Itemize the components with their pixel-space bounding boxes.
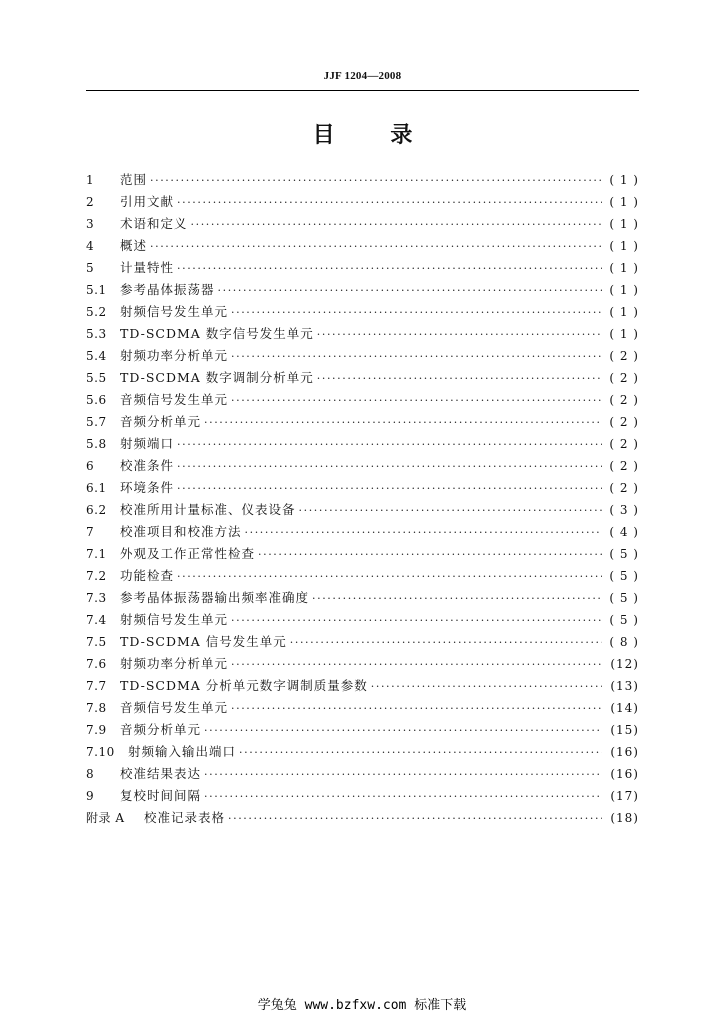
toc-entry-label: 射频信号发生单元 [120,304,229,319]
toc-dot-leader [177,192,602,213]
toc-entry-label: 复校时间间隔 [120,788,202,803]
toc-entry[interactable] [86,433,639,455]
toc-dot-leader [204,786,602,807]
toc-dot-leader [245,522,602,543]
toc-dot-leader [317,324,602,345]
toc-entry-number: 7.4 [86,613,107,627]
toc-entry[interactable] [86,609,639,631]
footer-watermark-text: 学兔兔 www.bzfxw.com 标准下载 [257,998,467,1013]
toc-dot-leader [150,170,602,191]
toc-entry-number: 7.1 [86,547,107,561]
toc-entry-page: (13) [610,679,639,693]
toc-dot-leader [231,346,602,367]
toc-entry-page: ( 1 ) [609,261,639,275]
toc-dot-leader [177,456,602,477]
toc-entry-page: ( 5 ) [609,569,639,583]
toc-entry-number: 3 [86,217,95,231]
toc-entry-page: ( 1 ) [609,173,639,187]
toc-entry[interactable] [86,499,639,521]
toc-entry-label: 校准记录表格 [144,810,226,825]
toc-entry-number: 5.6 [86,393,107,407]
toc-entry-page: ( 2 ) [609,415,639,429]
toc-entry-label: 射频功率分析单元 [120,348,229,363]
toc-entry[interactable] [86,389,639,411]
toc-entry[interactable] [86,631,639,653]
toc-entry-page: ( 1 ) [609,305,639,319]
toc-entry[interactable] [86,301,639,323]
toc-entry-page: ( 1 ) [609,195,639,209]
toc-dot-leader [371,676,602,697]
toc-entry[interactable] [86,279,639,301]
toc-entry-label: 参考晶体振荡器输出频率准确度 [120,590,310,605]
toc-entry-number: 4 [86,239,95,253]
toc-dot-leader [177,478,602,499]
toc-entry-page: ( 5 ) [609,591,639,605]
toc-entry-number: 5.1 [86,283,107,297]
toc-entry-page: ( 2 ) [609,393,639,407]
toc-entry-page: (16) [610,767,639,781]
toc-entry-page: ( 5 ) [609,613,639,627]
toc-entry[interactable] [86,455,639,477]
toc-entry-label: TD-SCDMA 信号发生单元 [120,634,287,649]
toc-entry[interactable] [86,741,639,763]
toc-entry-number: 7 [86,525,95,539]
toc-dot-leader [231,302,602,323]
toc-entry-number: 7.3 [86,591,107,605]
toc-entry-label: 射频端口 [120,436,175,451]
toc-entry[interactable] [86,411,639,433]
toc-entry-number: 9 [86,789,95,803]
toc-entry[interactable] [86,785,639,807]
toc-entry[interactable] [86,719,639,741]
toc-entry-number: 7.9 [86,723,107,737]
toc-dot-leader [231,610,602,631]
toc-entry-label: 概述 [120,238,148,253]
toc-dot-leader [150,236,602,257]
toc-entry-number: 7.6 [86,657,107,671]
toc-dot-leader [231,654,602,675]
toc-dot-leader [204,412,602,433]
toc-entry-number: 7.7 [86,679,107,693]
toc-entry-number: 6.2 [86,503,107,517]
toc-dot-leader [258,544,602,565]
toc-entry-page: (15) [610,723,639,737]
toc-entry-label: 射频功率分析单元 [120,656,229,671]
toc-entry-number: 2 [86,195,95,209]
toc-entry[interactable] [86,587,639,609]
toc-dot-leader [231,390,602,411]
toc-entry-number: 5.8 [86,437,107,451]
toc-entry-page: (16) [610,745,639,759]
toc-entry-page: ( 2 ) [609,481,639,495]
toc-entry[interactable] [86,257,639,279]
toc-entry-number: 1 [86,173,95,187]
toc-dot-leader [177,434,602,455]
toc-dot-leader [204,720,602,741]
page-title [86,118,639,149]
toc-entry[interactable] [86,697,639,719]
toc-entry-number: 5.4 [86,349,107,363]
toc-dot-leader [177,258,602,279]
toc-dot-leader [312,588,602,609]
document-code-header: JJF 1204—2008 [323,70,402,82]
toc-entry-label: 外观及工作正常性检查 [120,546,256,561]
toc-entry-number: 5 [86,261,95,275]
toc-entry-page: ( 5 ) [609,547,639,561]
toc-entry-label: TD-SCDMA 数字调制分析单元 [120,370,314,385]
toc-entry-label: 引用文献 [120,194,175,209]
toc-entry-label: 校准项目和校准方法 [120,524,242,539]
table-of-contents [86,169,639,829]
toc-entry[interactable] [86,191,639,213]
toc-entry-number: 6.1 [86,481,107,495]
toc-entry-page: ( 4 ) [609,525,639,539]
toc-dot-leader [218,280,602,301]
toc-entry-page: (17) [610,789,639,803]
toc-entry-number: 5.3 [86,327,107,341]
toc-entry[interactable] [86,367,639,389]
toc-entry-number: 附录 A [86,811,125,825]
toc-entry[interactable] [86,323,639,345]
toc-entry-label: 功能检查 [120,568,175,583]
toc-entry-number: 7.2 [86,569,107,583]
toc-dot-leader [191,214,602,235]
toc-entry-label: 术语和定义 [120,216,188,231]
toc-entry-label: 范围 [120,172,148,187]
toc-entry[interactable] [86,543,639,565]
toc-dot-leader [177,566,602,587]
toc-entry-label: 校准条件 [120,458,175,473]
toc-entry[interactable] [86,345,639,367]
toc-entry-label: 音频分析单元 [120,722,202,737]
toc-entry-page: ( 8 ) [609,635,639,649]
toc-entry[interactable] [86,565,639,587]
toc-entry-page: ( 2 ) [609,349,639,363]
toc-dot-leader [231,698,602,719]
toc-entry-number: 8 [86,767,95,781]
toc-entry-label: 音频分析单元 [120,414,202,429]
toc-entry-page: (12) [610,657,639,671]
toc-entry-page: ( 2 ) [609,459,639,473]
toc-dot-leader [299,500,602,521]
toc-entry-number: 7.10 [86,745,115,759]
toc-entry-number: 5.2 [86,305,107,319]
toc-entry-page: ( 2 ) [609,437,639,451]
toc-entry-label: 音频信号发生单元 [120,700,229,715]
toc-entry[interactable] [86,675,639,697]
toc-entry-page: ( 1 ) [609,283,639,297]
toc-entry-label: 射频信号发生单元 [120,612,229,627]
toc-entry[interactable] [86,763,639,785]
toc-entry-number: 5.7 [86,415,107,429]
toc-entry-label: 校准所用计量标准、仪表设备 [120,502,296,517]
toc-entry[interactable] [86,477,639,499]
toc-entry-label: TD-SCDMA 分析单元数字调制质量参数 [120,678,368,693]
toc-entry-label: 参考晶体振荡器 [120,282,215,297]
toc-entry-label: 计量特性 [120,260,175,275]
toc-entry-number: 7.5 [86,635,107,649]
page-title-char-1: 目 [312,123,335,148]
toc-entry-label: 校准结果表达 [120,766,202,781]
toc-entry-number: 7.8 [86,701,107,715]
toc-dot-leader [228,808,602,829]
toc-entry-page: ( 1 ) [609,327,639,341]
toc-entry-page: ( 2 ) [609,371,639,385]
header-divider [86,90,639,91]
toc-entry-number: 6 [86,459,95,473]
toc-entry[interactable] [86,653,639,675]
toc-entry-label: 射频输入输出端口 [128,744,237,759]
toc-entry-page: (18) [610,811,639,825]
toc-entry-label: 音频信号发生单元 [120,392,229,407]
toc-dot-leader [204,764,602,785]
toc-entry[interactable] [86,235,639,257]
toc-entry-page: ( 1 ) [609,239,639,253]
toc-dot-leader [239,742,602,763]
page-title-char-2: 录 [390,123,413,148]
toc-entry-page: ( 3 ) [609,503,639,517]
toc-entry[interactable] [86,169,639,191]
toc-entry-page: ( 1 ) [609,217,639,231]
toc-dot-leader [317,368,602,389]
toc-entry[interactable] [86,521,639,543]
toc-entry-number: 5.5 [86,371,107,385]
toc-entry-label: TD-SCDMA 数字信号发生单元 [120,326,314,341]
toc-dot-leader [290,632,602,653]
toc-entry-page: (14) [610,701,639,715]
toc-entry[interactable] [86,213,639,235]
toc-entry-label: 环境条件 [120,480,175,495]
toc-entry[interactable] [86,807,639,829]
